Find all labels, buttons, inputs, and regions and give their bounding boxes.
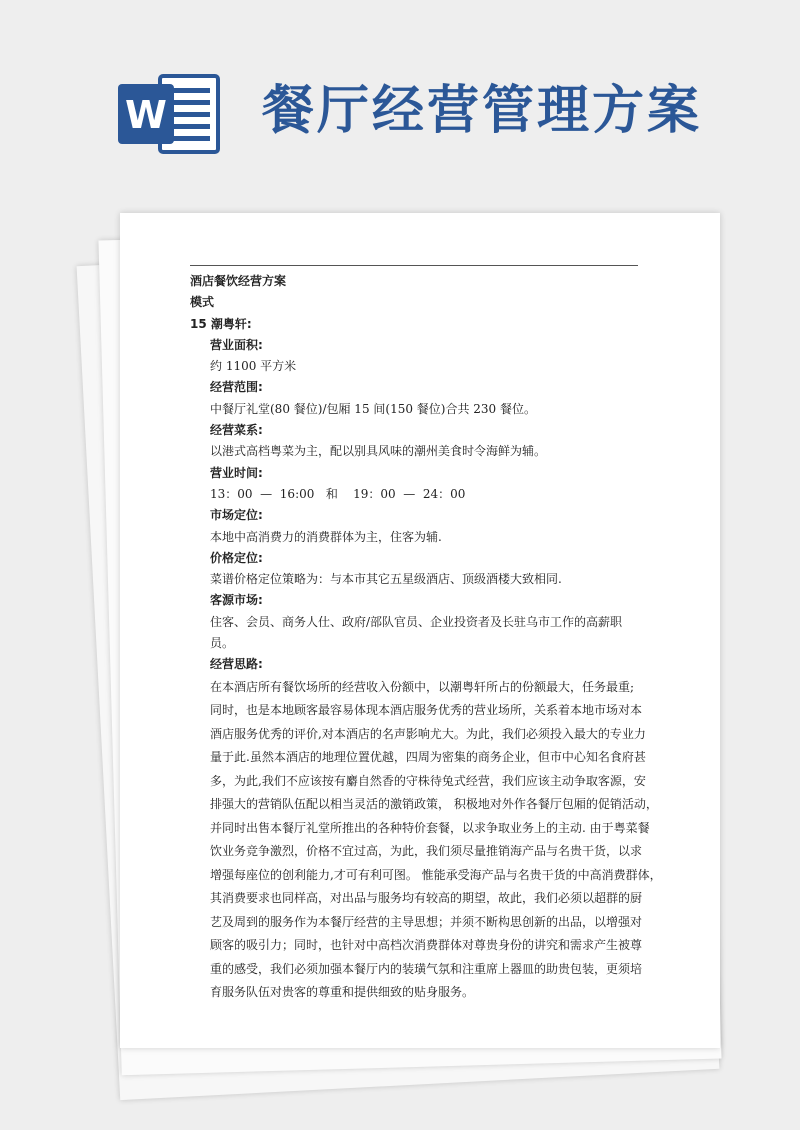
paragraph-line: 在本酒店所有餐饮场所的经营收入份额中，以潮粤轩所占的份额最大，任务最重;	[210, 679, 635, 694]
section-label: 营业时间:	[210, 465, 263, 480]
thinking-paragraph	[190, 676, 662, 1005]
document-body	[190, 271, 662, 1005]
section-value: 本地中高消费力的消费群体为主，住客为辅.	[210, 529, 442, 544]
header-rule	[190, 265, 638, 266]
section-value: 住客、会员、商务人仕、政府/部队官员、企业投资者及长驻乌市工作的高薪职员。	[210, 614, 623, 651]
section-label: 价格定位:	[210, 550, 263, 565]
paragraph-line: 酒店服务优秀的评价,对本酒店的名声影响尤大。为此，我们必须投入最大的专业力	[210, 726, 646, 741]
section-label: 经营范围:	[210, 380, 263, 395]
section-label: 客源市场:	[210, 593, 263, 608]
section-value: 中餐厅礼堂(80 餐位)/包厢 15 间(150 餐位)合共 230 餐位。	[210, 401, 537, 416]
paragraph-line: 并同时出售本餐厅礼堂所推出的各种特价套餐，以求争取业务上的主动. 由于粤菜餐	[210, 820, 650, 835]
paragraph-line: 艺及周到的服务作为本餐厅经营的主导思想；并须不断构思创新的出品，以增强对	[210, 914, 643, 929]
doc-heading-2: 模式	[190, 295, 215, 310]
section-value: 13：00 — 16:00 和 19：00 — 24：00	[210, 486, 466, 501]
paragraph-line: 顾客的吸引力；同时，也针对中高档次消费群体对尊贵身份的讲究和需求产生被尊	[210, 938, 643, 953]
word-logo-letter: W	[125, 93, 167, 137]
paragraph-line: 增强每座位的创利能力,才可有利可图。 惟能承受海产品与名贵干货的中高消费群体，	[210, 867, 662, 882]
paragraph-line: 其消费要求也同样高，对出品与服务均有较高的期望，故此，我们必须以超群的厨	[210, 891, 643, 906]
paragraph-line: 多，为此,我们不应该按有麝自然香的守株待兔式经营，我们应该主动争取客源，安	[210, 773, 646, 788]
paragraph-line: 同时，也是本地顾客最容易体现本酒店服务优秀的营业场所，关系着本地市场对本	[210, 703, 643, 718]
section-label: 经营菜系:	[210, 423, 263, 438]
thinking-label: 经营思路:	[210, 657, 263, 672]
paragraph-line: 重的感受，我们必须加强本餐厅内的装璜气氛和注重席上器皿的助贵包装，更须培	[210, 961, 643, 976]
doc-heading-1: 酒店餐饮经营方案	[190, 274, 287, 288]
paragraph-line: 育服务队伍对贵客的尊重和提供细致的贴身服务。	[210, 985, 475, 1000]
section-value: 约 1100 平方米	[210, 359, 297, 374]
section-label: 市场定位:	[210, 508, 263, 523]
word-doc-icon	[118, 70, 222, 158]
paragraph-line: 量于此.虽然本酒店的地理位置优越，四周为密集的商务企业，但市中心知名食府甚	[210, 750, 646, 765]
doc-heading-3: 15 潮粤轩:	[190, 316, 252, 331]
banner	[0, 0, 800, 205]
section-value: 以港式高档粤菜为主，配以别具风味的潮州美食时令海鲜为辅。	[210, 444, 547, 459]
banner-title: 餐厅经营管理方案	[262, 81, 703, 141]
paragraph-line: 排强大的营销队伍配以相当灵活的激销政策， 积极地对外作各餐厅包厢的促销活动，	[210, 797, 658, 812]
paragraph-line: 饮业务竞争激烈，价格不宜过高，为此，我们须尽量推销海产品与名贵干货，以求	[210, 844, 643, 859]
section-value: 菜谱价格定位策略为：与本市其它五星级酒店、顶级酒楼大致相同.	[210, 572, 562, 587]
section-label: 营业面积:	[210, 337, 263, 352]
